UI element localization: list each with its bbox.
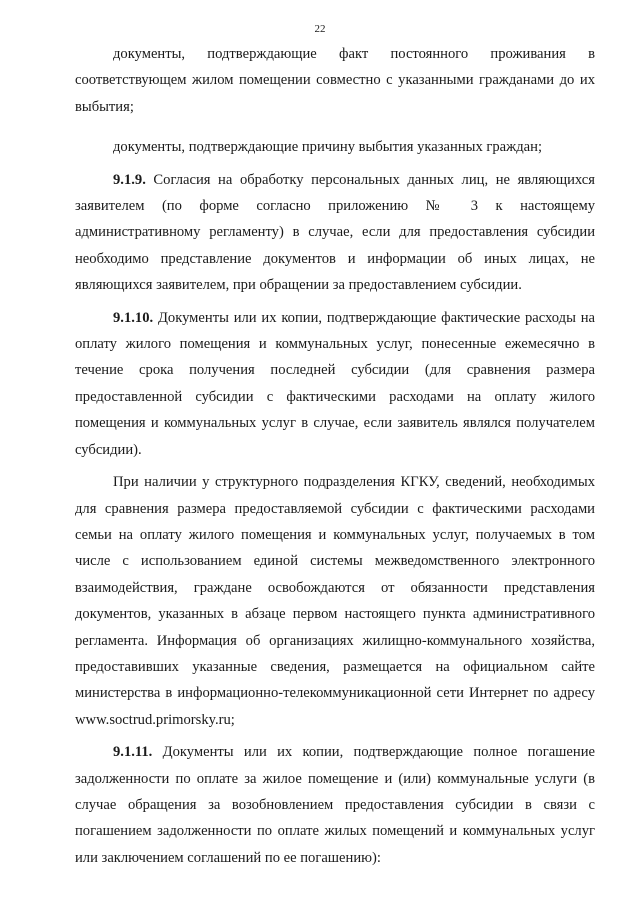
paragraph-exemption <box>75 469 595 733</box>
paragraph-text: документы, подтверждающие причину выбытия указанных граждан; <box>113 139 543 156</box>
clause-number: 9.1.11. <box>113 744 153 761</box>
clause-number: 9.1.9. <box>113 171 146 188</box>
paragraph-departure-reason <box>75 134 595 160</box>
clause-number: 9.1.10. <box>113 309 154 326</box>
paragraph-text: документы, подтверждающие факт постоянного проживания в соответствующем жилом помещении совместно с указанными гражданами до их выбытия; <box>75 46 595 115</box>
clause-9-1-11 <box>75 739 595 871</box>
paragraph-text: При наличии у структурного подразделения КГКУ, сведений, необходимых для сравнения размера предоставляемой субсидии с фактическими расходами семьи на оплату жилого помещения и коммунальных услуг, получаемых в том числе с использованием единой системы межведомственного электронного взаимодействия, граждане освобождаются от обязанности представления документов, указанных в абзаце первом настоящего пункта административного регламента. Информация об организациях жилищно-коммунального хозяйства, предоставивших указанные сведения, размещается на официальном сайте министерства в информационно-телекоммуникационной сети Интернет по адресу www.soctrud.primorsky.ru; <box>75 474 595 728</box>
clause-text: Документы или их копии, подтверждающие полное погашение задолженности по оплате за жилое помещение и (или) коммунальные услуги (в случае обращения за возобновлением предоставления субсидии в связи с погашением задолженности по оплате жилых помещений и коммунальных услуг или заключением соглашений по ее погашению): <box>75 744 595 866</box>
clause-text: Документы или их копии, подтверждающие фактические расходы на оплату жилого помещения и коммунальных услуг, понесенные ежемесячно в течение срока получения последней субсидии (для сравнения размера предоставленной субсидии с фактическими расходами на оплату жилого помещения и коммунальных услуг в случае, если заявитель являлся получателем субсидии). <box>75 309 595 458</box>
document-body <box>75 41 595 871</box>
clause-9-1-10 <box>75 305 595 463</box>
page-number: 22 <box>314 23 326 35</box>
paragraph-residence-documents <box>75 41 595 120</box>
clause-text: Согласия на обработку персональных данных лиц, не являющихся заявителем (по форме согласно приложению № 3 к настоящему административному регламенту) в случае, если для предоставления субсидии необходимо представление документов и информации об иных лицах, не являющихся заявителем, при обращении за предоставлением субсидии. <box>75 171 595 294</box>
clause-9-1-9 <box>75 167 595 299</box>
